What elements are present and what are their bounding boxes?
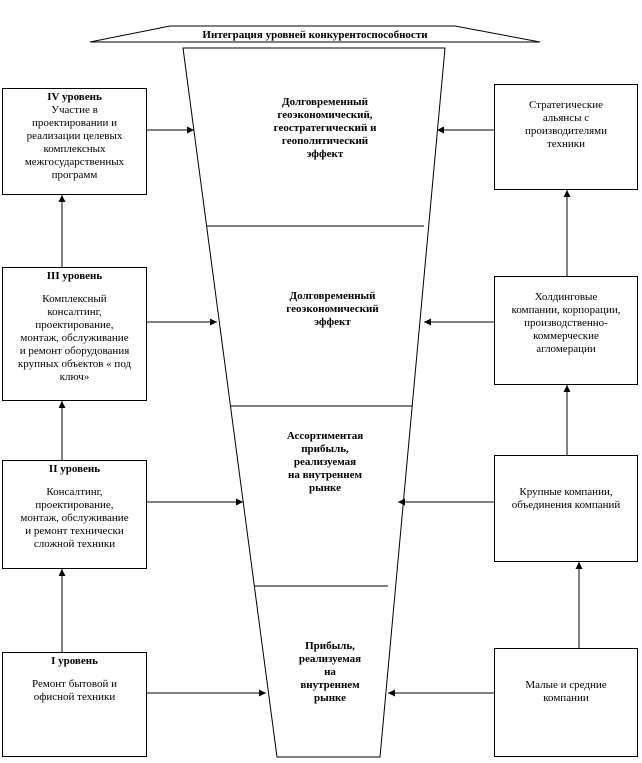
level-box-2 xyxy=(2,460,147,569)
level-2-title: II уровень xyxy=(48,463,101,475)
company-box-2 xyxy=(494,455,638,562)
level-4-title: IV уровень xyxy=(47,91,102,103)
funnel-segment-3: Ассортиментая прибыль, реализуемая на внутреннем рынке xyxy=(286,430,364,494)
company-box-1 xyxy=(494,648,638,757)
company-box-4 xyxy=(494,84,638,190)
funnel-segment-1: Долговременный геоэкономический, геостратегический и геополитический эффект xyxy=(273,96,377,160)
level-1-title: I уровень xyxy=(51,655,98,667)
level-3-title: III уровень xyxy=(46,270,103,282)
company-3-text: Холдинговые компании, корпорации, производственно- коммерческие агломерации xyxy=(511,291,621,355)
level-3-text: Комплексный консалтинг, проектирование, монтаж, обслуживание и ремонт оборудования крупных объектов « под ключ» xyxy=(17,293,132,383)
company-box-3 xyxy=(494,276,638,385)
company-4-text: Стратегические альянсы с производителями техники xyxy=(525,99,607,150)
company-1-text: Малые и средние компании xyxy=(525,679,607,704)
funnel-segment-4: Прибыль, реализуемая на внутреннем рынке xyxy=(298,640,362,704)
level-4-text: Участие в проектировании и реализации целевых комплексных межгосударственных программ xyxy=(24,104,125,181)
funnel-title: Интеграция уровней конкурентоспособности xyxy=(202,29,428,41)
level-box-3 xyxy=(2,267,147,401)
level-box-4 xyxy=(2,88,147,195)
company-2-text: Крупные компании, объединения компаний xyxy=(511,486,621,511)
level-box-1 xyxy=(2,652,147,757)
level-2-text: Консалтинг, проектирование, монтаж, обслуживание и ремонт технически сложной техники xyxy=(20,486,129,550)
funnel-segment-2: Долговременный геоэкономический эффект xyxy=(286,290,379,328)
level-1-text: Ремонт бытовой и офисной техники xyxy=(31,678,118,703)
